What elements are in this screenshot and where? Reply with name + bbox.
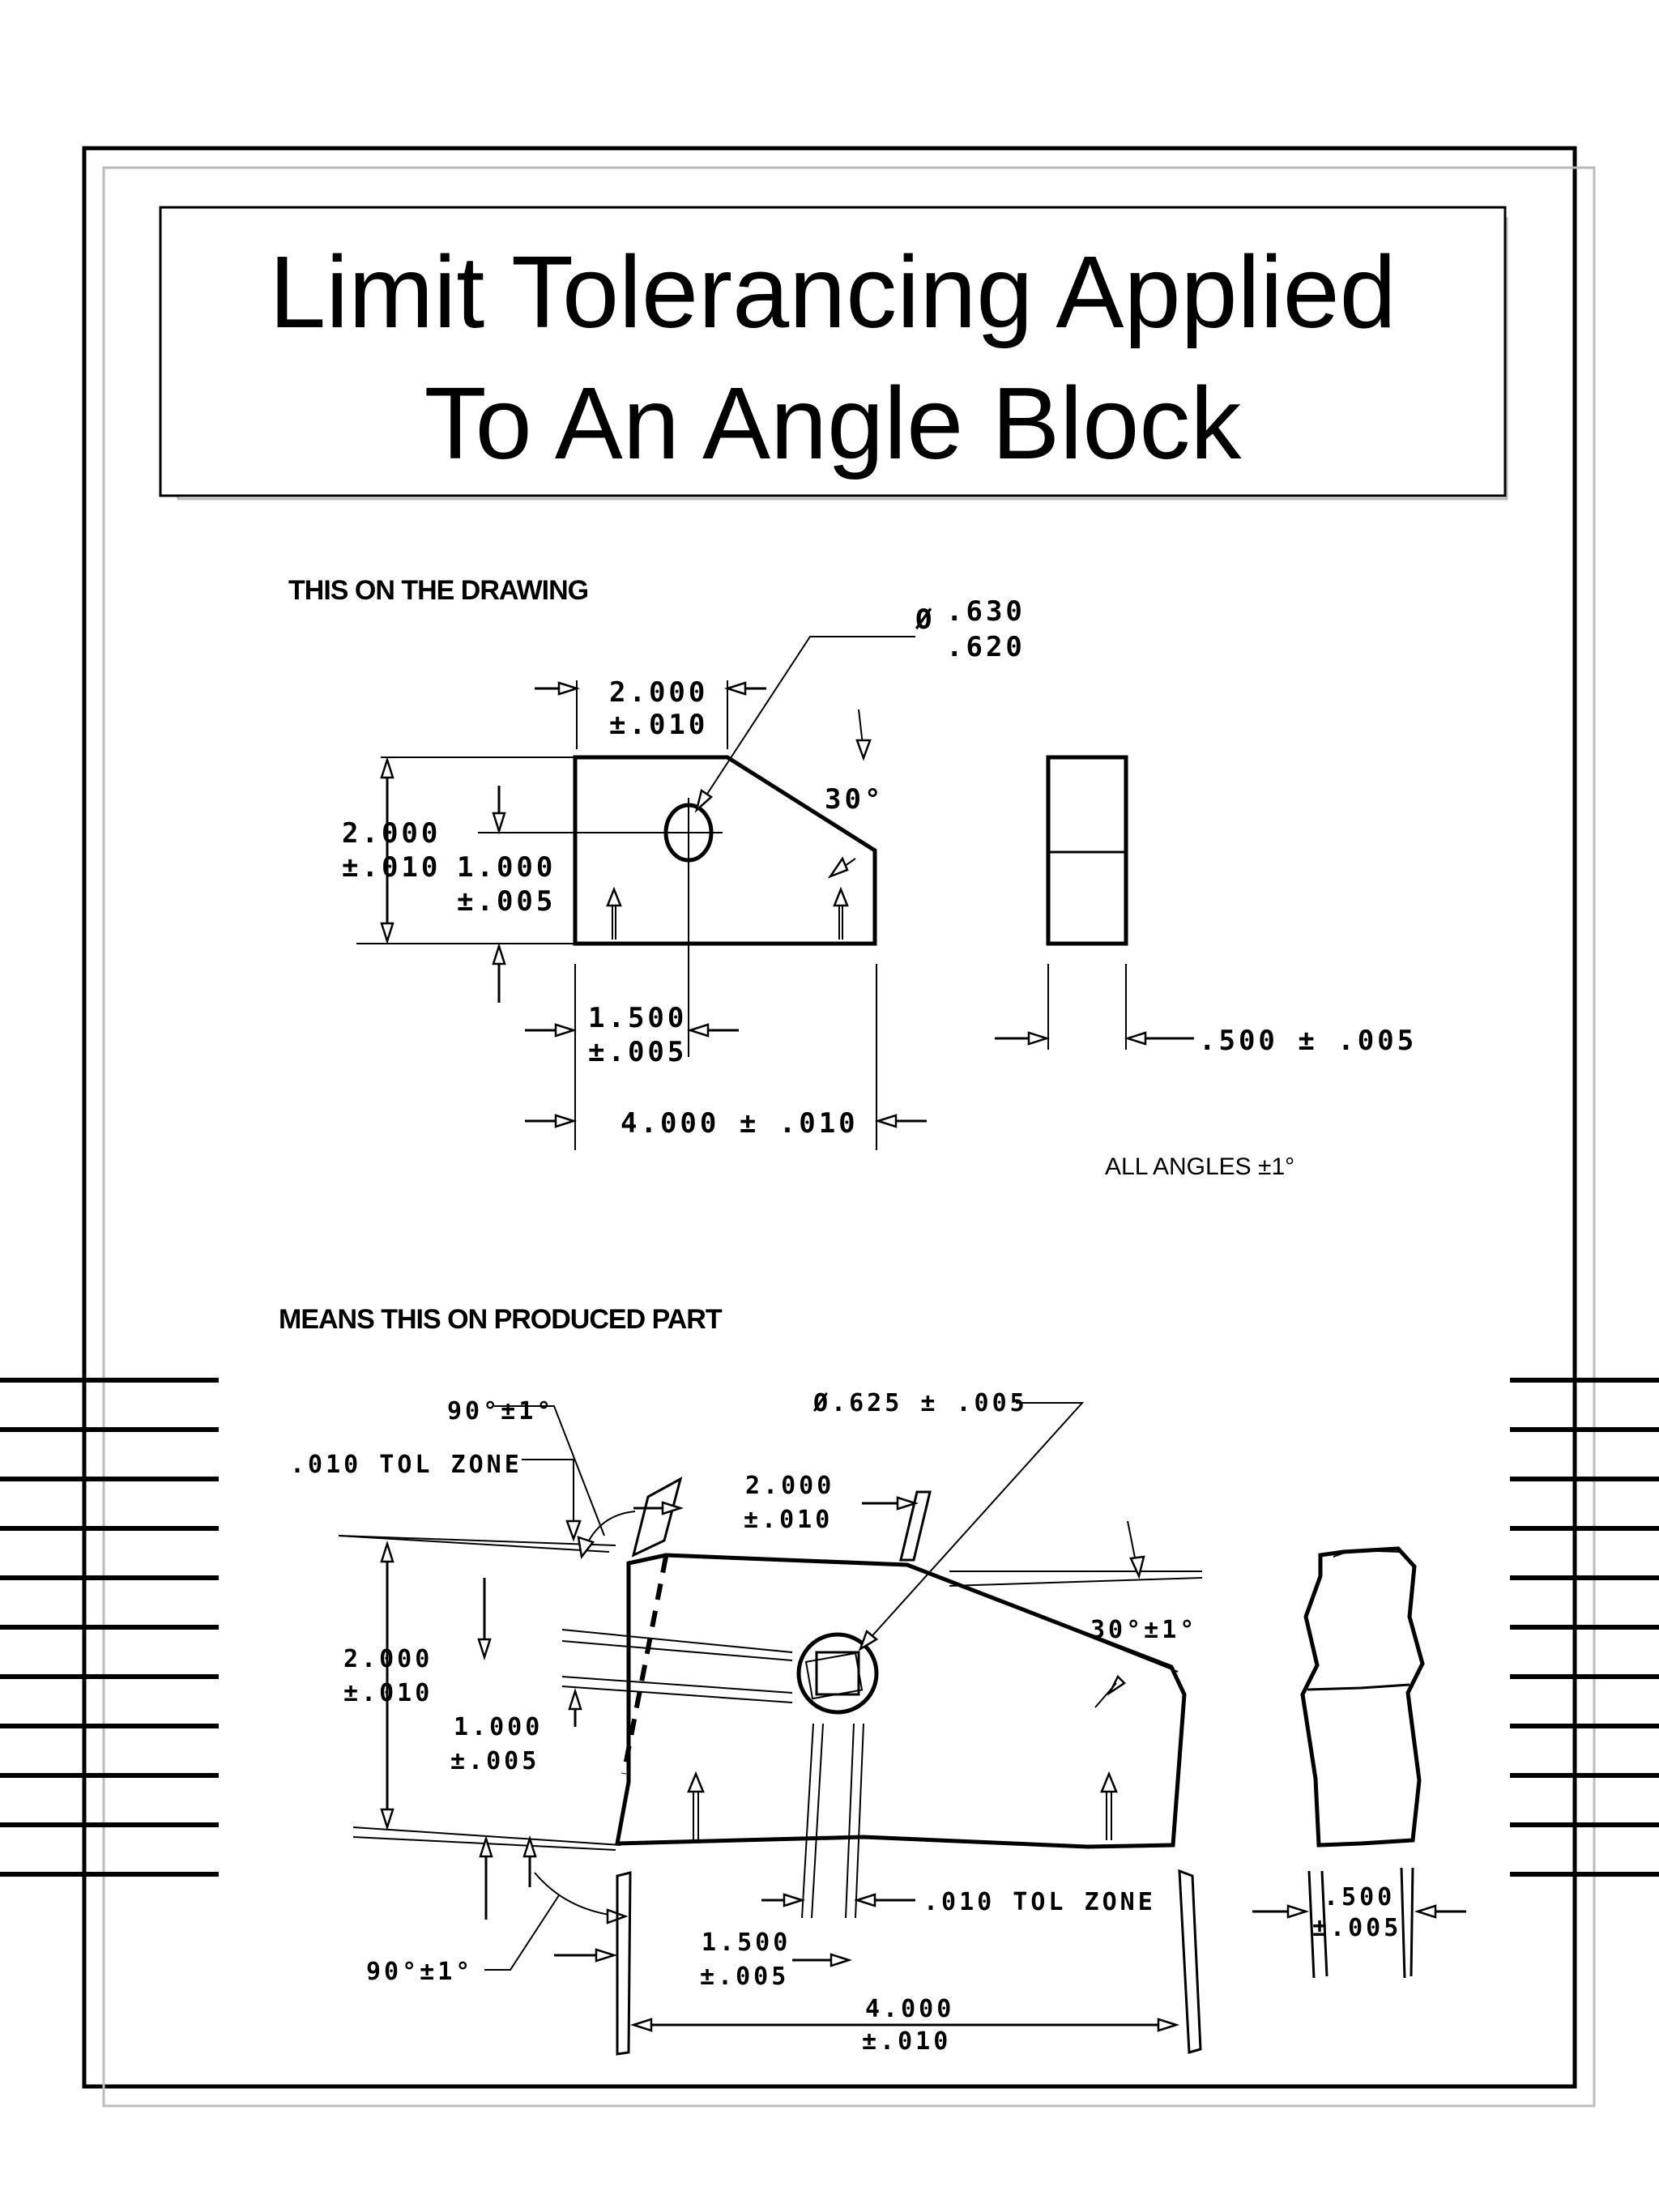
top-block-side-view — [995, 757, 1417, 1057]
top-height-tol: ±.010 — [342, 851, 441, 884]
bottom-length-tol: ±.010 — [862, 2027, 952, 2056]
all-angles-note: ALL ANGLES ±1° — [1105, 1153, 1295, 1180]
top-length: 4.000 ± .010 — [621, 1107, 859, 1140]
top-width-value: 2.000 — [609, 676, 709, 709]
right-stripes — [1510, 1380, 1659, 1874]
top-thickness: .500 ± .005 — [1199, 1025, 1418, 1057]
top-hole-height-tol: ±.005 — [457, 885, 557, 918]
bottom-dimensions — [290, 1389, 1201, 2056]
bottom-block-front-view — [339, 1479, 1202, 1918]
title-line-1: Limit Tolerancing Applied — [269, 235, 1397, 349]
bottom-height-value: 2.000 — [343, 1645, 433, 1673]
bottom-thickness-value: .500 — [1324, 1883, 1396, 1912]
top-dimensions — [342, 595, 1026, 1150]
bottom-section-label: MEANS THIS ON PRODUCED PART — [279, 1304, 722, 1335]
bottom-length-value: 4.000 — [865, 1995, 955, 2023]
bottom-hole-x-value: 1.500 — [702, 1929, 791, 1957]
top-section-label: THIS ON THE DRAWING — [288, 575, 589, 606]
top-hole-lower: .620 — [946, 631, 1026, 663]
top-hole-x-value: 1.500 — [588, 1002, 688, 1034]
bottom-tol-zone-top: .010 TOL ZONE — [290, 1451, 522, 1479]
title-line-2: To An Angle Block — [424, 366, 1242, 480]
top-hole-x-tol: ±.005 — [588, 1036, 688, 1068]
bottom-block-side-view — [1252, 1549, 1466, 1978]
bottom-hole-height-tol: ±.005 — [450, 1747, 540, 1775]
bottom-angle: 30°±1° — [1090, 1616, 1198, 1644]
bottom-hole-x-tol: ±.005 — [700, 1963, 790, 1991]
bottom-angle-top: 90°±1° — [447, 1397, 555, 1426]
top-height-value: 2.000 — [342, 817, 441, 850]
left-stripes — [0, 1380, 219, 1874]
bottom-hole-height-value: 1.000 — [454, 1713, 544, 1741]
bottom-angle-bottom: 90°±1° — [366, 1958, 474, 1986]
top-hole-symbol: Ø — [915, 603, 936, 636]
title-box — [160, 207, 1507, 499]
bottom-height-tol: ±.010 — [343, 1679, 433, 1707]
top-width-tol: ±.010 — [609, 709, 709, 741]
bottom-thickness-tol: ±.005 — [1312, 1914, 1402, 1942]
bottom-width-tol: ±.010 — [744, 1506, 834, 1534]
top-angle: 30° — [825, 783, 885, 816]
bottom-width-value: 2.000 — [745, 1472, 835, 1500]
bottom-hole: Ø.625 ± .005 — [813, 1389, 1028, 1417]
bottom-tol-zone-bottom: .010 TOL ZONE — [923, 1888, 1156, 1916]
top-hole-height-value: 1.000 — [457, 851, 557, 884]
top-hole-upper: .630 — [946, 595, 1026, 628]
